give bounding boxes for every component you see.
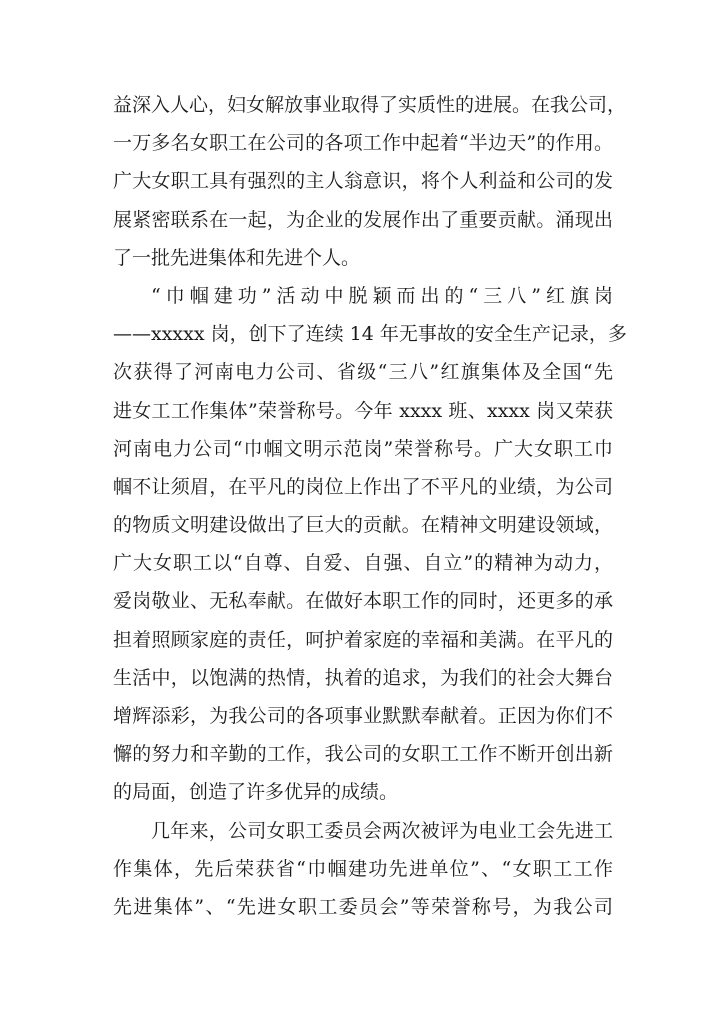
text-line: 广大女职工具有强烈的主人翁意识，将个人利益和公司的发 bbox=[113, 170, 613, 193]
text-line: 增辉添彩，为我公司的各项事业默默奉献着。正因为你们不 bbox=[113, 705, 613, 727]
text-line: 生活中，以饱满的热情，执着的追求，为我们的社会大舞台 bbox=[113, 666, 613, 689]
text-line: 帼不让须眉，在平凡的岗位上作出了不平凡的业绩，为公司 bbox=[113, 475, 613, 498]
text-line: 的物质文明建设做出了巨大的贡献。在精神文明建设领域， bbox=[113, 514, 613, 537]
text-line: 了一批先进集体和先进个人。 bbox=[113, 246, 361, 269]
text-line: 进女工工作集体”荣誉称号。今年 xxxx 班、xxxx 岗又荣获 bbox=[113, 399, 613, 422]
paragraph bbox=[113, 812, 613, 927]
text-line: ——xxxxx 岗，创下了连续 14 年无事故的安全生产记录，多 bbox=[113, 323, 627, 346]
text-line: 担着照顾家庭的责任，呵护着家庭的幸福和美满。在平凡的 bbox=[113, 628, 613, 651]
text-line: 爱岗敬业、无私奉献。在做好本职工作的同时，还更多的承 bbox=[113, 590, 613, 613]
body-text bbox=[113, 86, 627, 926]
text-line: 作集体，先后荣获省“巾帼建功先进单位”、“女职工工作 bbox=[113, 857, 613, 880]
text-line: 的局面，创造了许多优异的成绩。 bbox=[113, 781, 399, 804]
text-line: 展紧密联系在一起，为企业的发展作出了重要贡献。涌现出 bbox=[113, 208, 613, 231]
text-line: 河南电力公司“巾帼文明示范岗”荣誉称号。广大女职工巾 bbox=[113, 437, 613, 460]
text-line: 次获得了河南电力公司、省级“三八”红旗集体及全国“先 bbox=[113, 361, 613, 384]
text-line: 先进集体”、“先进女职工委员会”等荣誉称号，为我公司 bbox=[113, 895, 613, 918]
paragraph bbox=[113, 277, 627, 812]
text-line: 广大女职工以“自尊、自爱、自强、自立”的精神为动力， bbox=[113, 552, 613, 575]
text-line: 懈的努力和辛勤的工作，我公司的女职工工作不断开创出新 bbox=[113, 743, 613, 766]
text-line: 一万多名女职工在公司的各项工作中起着“半边天”的作用。 bbox=[113, 132, 613, 155]
text-line: 几年来，公司女职工委员会两次被评为电业工会先进工 bbox=[151, 819, 613, 842]
text-line: “巾帼建功”活动中脱颖而出的“三八”红旗岗 bbox=[151, 284, 613, 307]
text-line: 益深入人心，妇女解放事业取得了实质性的进展。在我公司， bbox=[113, 94, 627, 116]
paragraph bbox=[113, 86, 627, 277]
